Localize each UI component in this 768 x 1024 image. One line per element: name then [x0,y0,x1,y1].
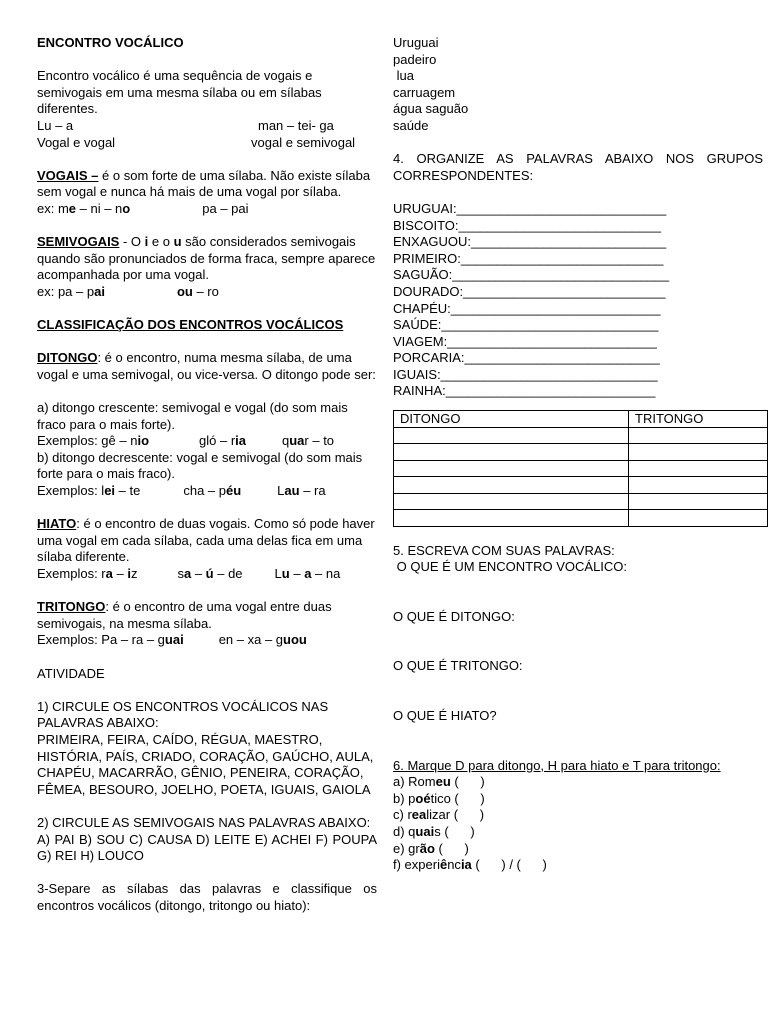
vogais-example [37,201,377,218]
answer-space[interactable] [393,675,763,708]
example-text: ex: m [37,200,69,216]
table-row [394,444,768,461]
example-bold: ei [104,483,116,499]
example-bold: éu [226,483,242,499]
fill-line[interactable]: BISCOITO:____________________________ [393,217,661,233]
example-bold: au [284,483,300,499]
hiato-text: : é o encontro de duas vogais. Como só pode haver uma vogal em cada sílaba, cada uma delas fica em uma sílaba diferente. [37,516,375,565]
q6-answer-blank[interactable]: lizar ( ) [426,807,485,823]
q6-text: a) Rom [393,774,436,790]
right-column [393,35,763,874]
example-bold: ú [205,566,214,581]
table-cell[interactable] [629,444,768,461]
table-cell[interactable] [629,510,768,527]
table-row [394,510,768,527]
example-bold: ai [94,283,105,299]
table-row [394,493,768,510]
question-2: 2) CIRCULE AS SEMIVOGAIS NAS PALAVRAS ABAIXO: [37,814,371,830]
intro-example: Lu – a [37,117,74,133]
question-5b: O QUE É DITONGO: [393,608,515,624]
q6-item [393,791,763,808]
table-cell[interactable] [394,427,629,444]
vogais-definition [37,168,377,201]
table-cell[interactable] [394,444,629,461]
word-item: carruagem [393,84,456,100]
table-row [394,477,768,494]
semivogais-definition [37,234,377,284]
hiato-definition [37,516,377,566]
q6-text: f) experi [393,857,440,873]
semivogais-label: SEMIVOGAIS [37,234,120,250]
question-5: 5. ESCREVA COM SUAS PALAVRAS: [393,542,615,558]
fill-line[interactable]: SAGUÃO:______________________________ [393,267,670,283]
example-text: – [289,566,305,581]
table-cell[interactable] [394,493,629,510]
q6-bold: eu [435,774,451,790]
example-text: pa – p [202,200,239,216]
example-bold: uai [164,632,184,648]
q6-answer-blank[interactable]: tico ( ) [430,790,485,806]
question-5c: O QUE É TRITONGO: [393,658,523,674]
semivogais-text: e o [148,234,174,250]
answer-space[interactable] [393,725,763,758]
q6-bold: ia [460,857,472,873]
example-text: Exemplos: gê – n [37,433,138,449]
question-3: 3-Separe as sílabas das palavras e classifique os encontros vocálicos (ditongo, tritongo ou hiato): [37,881,377,913]
table-cell[interactable] [629,460,768,477]
q6-bold: ea [411,807,427,823]
classification-title: CLASSIFICAÇÃO DOS ENCONTROS VOCÁLICOS [37,317,344,333]
example-text: q [282,433,290,449]
q6-item [393,774,763,791]
example-bold: a [304,566,312,581]
question-5a: O QUE É UM ENCONTRO VOCÁLICO: [393,559,628,575]
word-item: padeiro [393,51,437,67]
word-item: saúde [393,117,429,133]
ditongo-decrescente: b) ditongo decrescente: vogal e semivogal (do som mais forte para o mais fraco). [37,449,363,482]
example-bold: uou [283,632,307,648]
example-bold: ou [176,283,193,299]
example-text: r – to [304,433,335,449]
hiato-label: HIATO [37,516,77,532]
example-text: – [112,566,128,581]
ditongo-crescente: a) ditongo crescente: semivogal e vogal (do som mais fraco para o mais forte). [37,400,348,432]
example-text: – na [311,566,341,581]
answer-space[interactable] [393,576,763,609]
question-2-words: A) PAI B) SOU C) CAUSA D) LEITE E) ACHEI F) POUPA G) REI H) LOUCO [37,831,377,864]
example-bold: io [137,433,150,449]
tritongo-definition [37,599,377,632]
intro-example: Vogal e vogal [37,134,116,150]
example-text: L [274,566,282,581]
table-cell[interactable] [394,510,629,527]
fill-line[interactable]: CHAPÉU:_____________________________ [393,300,661,316]
semivogal-u: u [173,234,182,250]
fill-line[interactable]: VIAGEM:_____________________________ [393,333,657,349]
example-text: Exemplos: Pa – ra – g [37,632,165,648]
fill-line[interactable]: PRIMEIRO:____________________________ [393,250,664,266]
q6-item [393,807,763,824]
q6-bold: ê [439,857,448,873]
q6-text: c) r [393,807,412,823]
table-cell[interactable] [629,427,768,444]
q6-bold: oé [415,790,431,806]
example-text: L [277,483,285,499]
intro-example: vogal e semivogal [251,134,356,150]
example-bold: a [183,566,192,581]
q6-answer-blank[interactable]: ( ) / ( ) [471,857,547,873]
table-cell[interactable] [629,477,768,494]
question-6: 6. Marque D para ditongo, H para hiato e T para tritongo: [393,757,721,773]
ditongo-label: DITONGO [37,350,98,366]
q6-bold: uai [415,823,435,839]
fill-line[interactable]: IGUAIS:______________________________ [393,366,658,382]
vogais-label: VOGAIS – [37,167,99,183]
example-text: cha – p [183,483,226,499]
word-item: água saguão [393,101,469,117]
example-bold: a [105,566,113,581]
table-row [394,427,768,444]
ditongo-text: : é o encontro, numa mesma sílaba, de uma vogal e uma semivogal, ou vice-versa. O ditongo pode ser: [37,350,376,382]
tritongo-label: TRITONGO [37,599,106,615]
q6-text: nc [447,857,461,873]
hiato-example [37,566,377,583]
example-bold: i [127,566,131,581]
example-bold: o [122,200,131,216]
example-text: en – xa – g [218,632,284,648]
word-item: lua [393,68,414,84]
q6-answer-blank[interactable]: ( ) [450,774,485,790]
tritongo-text: : é o encontro de uma vogal entre duas semivogais, na mesma sílaba. [37,599,332,631]
ditongo-decrescente-example [37,483,377,500]
table-row [394,460,768,477]
example-text: – de [213,566,243,581]
example-text: ai [238,200,249,216]
example-text: – [191,566,206,581]
fill-line[interactable]: RAINHA:_____________________________ [393,383,656,399]
table-cell[interactable] [394,460,629,477]
intro-example-row-2 [37,135,377,152]
example-bold: ia [235,433,246,449]
semivogais-text: são considerados semivogais quando são pronunciados de forma fraca, sempre aparece acompanhada por uma vogal. [37,234,376,283]
activity-heading: ATIVIDADE [37,665,105,681]
table-header-row [394,411,768,428]
ditongo-definition [37,350,377,383]
semivogais-example [37,284,377,301]
intro-example-row-1 [37,118,377,135]
example-text: s [177,566,184,581]
fill-line[interactable]: PORCARIA:___________________________ [393,350,660,366]
question-5d: O QUE É HIATO? [393,707,497,723]
semivogal-i: i [144,234,149,250]
example-text: – ra [299,483,326,499]
word-item: Uruguai [393,35,439,50]
q6-answer-blank[interactable]: ( ) [434,840,469,856]
fill-line[interactable]: DOURADO:____________________________ [393,283,666,299]
fill-line[interactable]: URUGUAI:_____________________________ [393,200,667,216]
intro-text: Encontro vocálico é uma sequência de vogais e semivogais em uma mesma sílaba ou em sílabas diferentes. [37,68,322,117]
example-text: – ro [192,283,219,299]
tritongo-example [37,632,377,649]
table-header-tritongo: TRITONGO [629,411,768,428]
question-1-words: PRIMEIRA, FEIRA, CAÍDO, RÉGUA, MAESTRO, HISTÓRIA, PAÍS, CRIADO, CORAÇÃO, GAÚCHO, AULA, CHAPÉU, MACARRÃO, GÊNIO, PENEIRA, CORAÇÃO, FÊMEA, BESOURO, JOELHO, POETA, IGUAIS, GAIOLA [37,731,374,797]
q6-text: b) p [393,790,416,806]
table-cell[interactable] [394,477,629,494]
left-column [37,35,377,914]
table-header-ditongo: DITONGO [394,411,629,428]
question-4: 4. ORGANIZE AS PALAVRAS ABAIXO NOS GRUPOS CORRESPONDENTES: [393,151,763,183]
example-text: – ni – n [76,200,123,216]
intro-example: man – tei- ga [258,117,334,133]
fill-line[interactable]: SAÚDE:______________________________ [393,317,659,333]
example-text: Exemplos: l [37,483,105,499]
q6-bold: ão [419,840,435,856]
example-bold: ua [289,433,305,449]
table-cell[interactable] [629,493,768,510]
question-1: 1) CIRCULE OS ENCONTROS VOCÁLICOS NAS PALAVRAS ABAIXO: [37,698,329,731]
q6-item [393,841,763,858]
q6-item [393,857,763,874]
example-bold: e [68,200,77,216]
example-text: gló – r [199,433,236,449]
page-title: ENCONTRO VOCÁLICO [37,35,184,50]
example-text: ex: pa – p [37,283,95,299]
classification-table [393,410,768,527]
q6-answer-blank[interactable]: s ( ) [434,823,475,839]
semivogais-text: - O [119,234,145,250]
q6-item [393,824,763,841]
ditongo-crescente-example [37,433,377,450]
fill-line[interactable]: ENXAGUOU:___________________________ [393,234,667,250]
example-bold: u [281,566,290,581]
q6-text: d) q [393,823,416,839]
answer-space[interactable] [393,625,763,658]
q6-text: e) gr [393,840,420,856]
example-text: Exemplos: r [37,566,106,581]
example-text: – te [115,483,141,499]
example-text: z [130,566,138,581]
vogais-text: é o som forte de uma sílaba. Não existe sílaba sem vogal e nunca há mais de uma vogal por sílaba. [37,167,371,200]
